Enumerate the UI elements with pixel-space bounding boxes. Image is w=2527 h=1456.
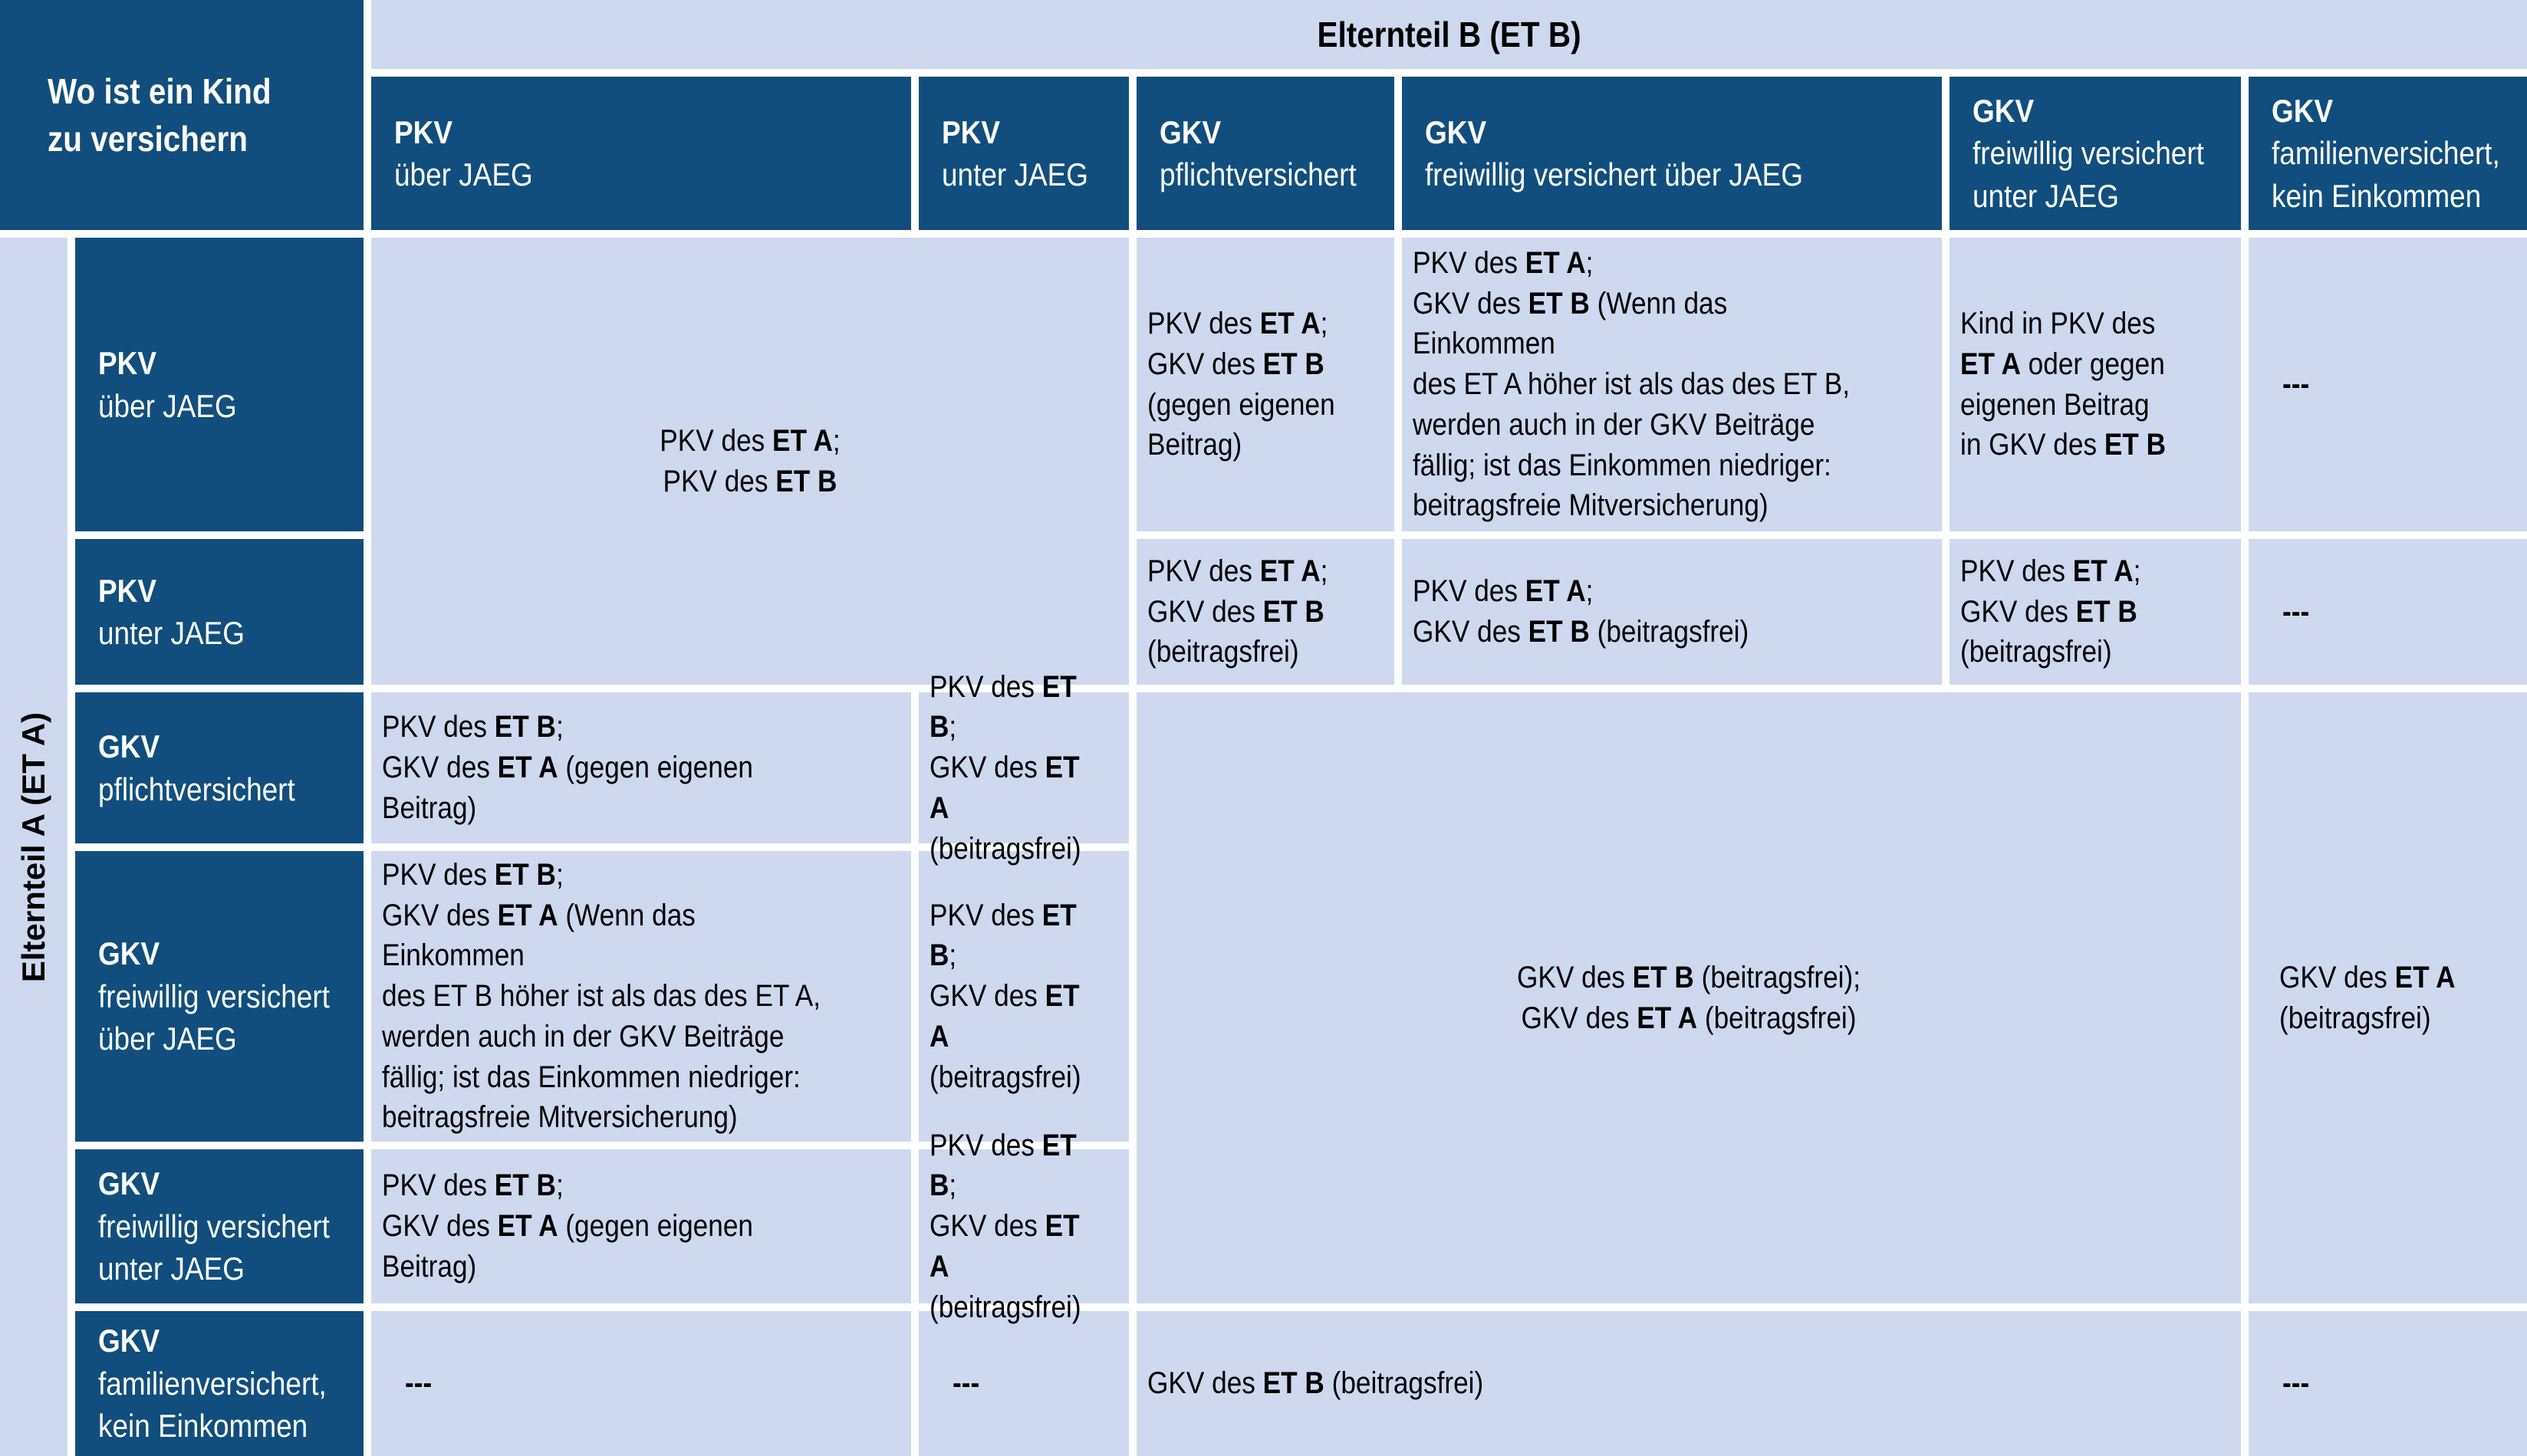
cell-a-pkv-ueber-b-gkv-frei-unter: Kind in PKV des ET A oder gegen eigenen Beitrag in GKV des ET B [1950,238,2241,531]
cell-a-gkv-familien-b-pkv-unter: --- [919,1311,1129,1456]
row-header-gkv-freiwillig-unter-jaeg: GKV freiwillig versichert unter JAEG [75,1149,364,1303]
row-header-pkv-unter-jaeg: PKV unter JAEG [75,539,364,685]
cell-a-pkv-unter-b-gkv-frei-ueber: PKV des ET A; GKV des ET B (beitragsfrei) [1402,539,1942,685]
cell-a-pkv-b-pkv-merged: PKV des ET A; PKV des ET B [371,238,1129,685]
cell-a-pkv-unter-b-gkv-frei-unter: PKV des ET A; GKV des ET B (beitragsfrei) [1950,539,2241,685]
parent-b-axis-label: Elternteil B (ET B) [371,0,2527,69]
cell-a-gkv-frei-ueber-b-pkv-ueber: PKV des ET B; GKV des ET A (Wenn das Einkommen des ET B höher ist als das des ET A, werden auch in der GKV Beiträge fällig; ist das Einkommen niedriger: beitragsfreie Mitversicherung) [371,851,911,1142]
cell-a-gkv-familien-b-pkv-ueber: --- [371,1311,911,1456]
cell-a-gkv-b-gkv-familien-merged: GKV des ET A (beitragsfrei) [2249,692,2527,1303]
cell-a-pkv-unter-b-gkv-pflicht: PKV des ET A; GKV des ET B (beitragsfrei) [1137,539,1394,685]
col-header-gkv-freiwillig-unter-jaeg: GKV freiwillig versichert unter JAEG [1950,77,2241,230]
col-header-pkv-unter-jaeg: PKV unter JAEG [919,77,1129,230]
cell-a-gkv-pflicht-b-pkv-ueber: PKV des ET B; GKV des ET A (gegen eigenen Beitrag) [371,692,911,843]
cell-a-gkv-frei-ueber-b-pkv-unter: PKV des ET B; GKV des ET A (beitragsfrei) [919,851,1129,1142]
cell-a-pkv-ueber-b-gkv-pflicht: PKV des ET A; GKV des ET B (gegen eigenen Beitrag) [1137,238,1394,531]
col-header-gkv-pflichtversichert: GKV pflichtversichert [1137,77,1394,230]
row-header-pkv-ueber-jaeg: PKV über JAEG [75,238,364,531]
cell-a-gkv-pflicht-b-pkv-unter: PKV des ET B; GKV des ET A (beitragsfrei) [919,692,1129,843]
parent-a-axis-label: Elternteil A (ET A) [0,238,67,1456]
cell-a-pkv-ueber-b-gkv-frei-ueber: PKV des ET A; GKV des ET B (Wenn das Einkommen des ET A höher ist als das des ET B, werden auch in der GKV Beiträge fällig; ist das Einkommen niedriger: beitragsfreie Mitversicherung) [1402,238,1942,531]
cell-a-pkv-unter-b-gkv-familien: --- [2249,539,2527,685]
cell-a-gkv-frei-unter-b-pkv-unter: PKV des ET B; GKV des ET A (beitragsfrei) [919,1149,1129,1303]
cell-a-gkv-familien-b-gkv-merged: GKV des ET B (beitragsfrei) [1137,1311,2241,1456]
col-header-gkv-freiwillig-ueber-jaeg: GKV freiwillig versichert über JAEG [1402,77,1942,230]
col-header-gkv-familienversichert: GKV familienversichert, kein Einkommen [2249,77,2527,230]
cell-a-gkv-familien-b-gkv-familien: --- [2249,1311,2527,1456]
corner-title: Wo ist ein Kind zu versichern [0,0,364,230]
col-header-pkv-ueber-jaeg: PKV über JAEG [371,77,911,230]
row-header-gkv-freiwillig-ueber-jaeg: GKV freiwillig versichert über JAEG [75,851,364,1142]
cell-a-gkv-frei-unter-b-pkv-ueber: PKV des ET B; GKV des ET A (gegen eigenen Beitrag) [371,1149,911,1303]
cell-a-gkv-b-gkv-merged: GKV des ET B (beitragsfrei); GKV des ET A (beitragsfrei) [1137,692,2241,1303]
row-header-gkv-familienversichert: GKV familienversichert, kein Einkommen [75,1311,364,1456]
cell-a-pkv-ueber-b-gkv-familien: --- [2249,238,2527,531]
row-header-gkv-pflichtversichert: GKV pflichtversichert [75,692,364,843]
